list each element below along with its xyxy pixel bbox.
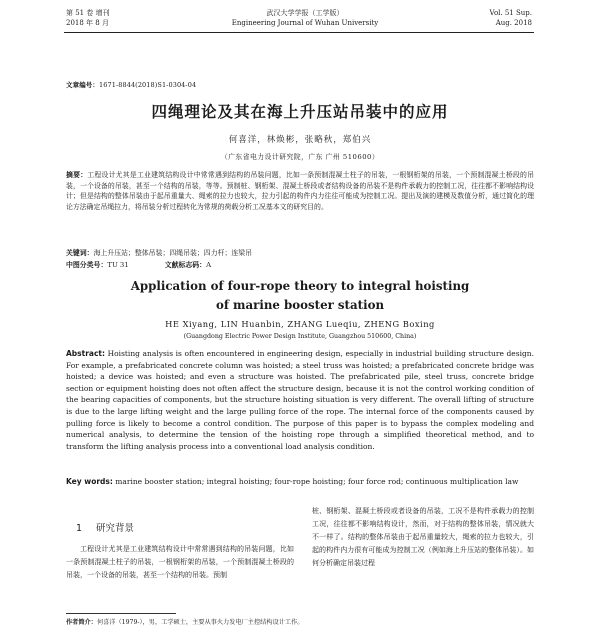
article-number: [66, 80, 196, 89]
classification-cn: [66, 259, 211, 269]
abstract-cn: [66, 170, 534, 213]
journal-name: [190, 8, 420, 28]
volume-line-en: Vol. 51 Sup.: [489, 9, 532, 17]
paper-title-cn: 四绳理论及其在海上升压站吊装中的应用: [151, 103, 449, 121]
abstract-cn-text: 工程设计尤其是工业建筑结构设计中常常遇到结构的吊装问题，比如一条预制混凝土柱子的吊装，一根钢桁架的吊装，一个预制混凝土桥段的吊装，一个设备的吊装，甚至一个结构的吊装，等等。预制桩、钢桁架、混凝土桥段或者结构设备的吊装不是构件承载力的控制工况，往往都不影响结构设计；但是结构的整体吊装由于起吊重量大、绳索的拉力也较大，拉力引起的构件内力往往可能成为控制工况。提出及演的建模及数值分析，通过简化的理论方法确定吊绳拉力，将吊装分析过程转化为常规的荷载分析工况基本文的研究目的。: [66, 171, 535, 212]
date-line: 2018 年 8 月: [66, 19, 109, 27]
doc-code-label: 文献标志码：: [164, 261, 207, 269]
date-line-en: Aug. 2018: [495, 19, 532, 27]
article-number-value: 1671-8844(2018)S1-0304-04: [99, 81, 197, 89]
abstract-en: [66, 348, 534, 452]
author-footnote: [66, 617, 534, 626]
keywords-cn: [66, 247, 534, 257]
journal-volume-info: [66, 8, 110, 28]
clc-label: 中图分类号：: [66, 261, 108, 269]
journal-name-en: Engineering Journal of Wuhan University: [231, 19, 379, 27]
volume-line: 第 51 卷 增刊: [66, 9, 110, 17]
body-text-right: 桩、钢桁架、混凝土桥段或者设备的吊装，工况不是构件承载力的控制工况，往往都不影响结构设计，然而，对于结构的整体吊装，情况就大不一样了。结构的整体吊装由于起吊重量较大，绳索的拉力也较大，引起的构件内力很有可能成为控制工况（例如海上升压站的整体吊装）。如何分析确定吊装过程: [312, 507, 534, 567]
abstract-en-label: Abstract:: [66, 349, 106, 358]
keywords-en-text: marine booster station; integral hoisting; four-rope hoisting; four force rod; continuous multiplication law: [115, 477, 519, 486]
keywords-cn-text: 海上升压站；整体吊装；四绳吊装；四力杆；连梁吊: [93, 249, 253, 257]
authors-en: HE Xiyang, LIN Huanbin, ZHANG Lueqiu, ZHENG Boxing: [165, 319, 435, 329]
authors-cn: 何喜洋，林焕彬，张略秋，郑伯兴: [228, 135, 372, 145]
affiliation-en: (Guangdong Electric Power Design Institute, Guangzhou 510600, China): [183, 333, 417, 340]
section-title: 研究背景: [96, 523, 135, 534]
body-text-left: 工程设计尤其是工业建筑结构设计中常常遇到结构的吊装问题，比如一条预制混凝土柱子的吊装，一根钢桁架的吊装，一个预制混凝土桥段的吊装，一个设备的吊装，甚至一个结构的吊装。预制: [66, 545, 294, 579]
article-number-label: 文章编号：: [66, 81, 99, 89]
footnote-rule: [66, 613, 176, 614]
clc-value: TU 31: [107, 261, 129, 269]
section-heading: [76, 520, 134, 534]
section-number: 1: [76, 523, 83, 534]
paper-title-en-line2: of marine booster station: [215, 298, 385, 312]
affiliation-cn: （广东省电力设计研究院，广东 广州 510600）: [220, 153, 380, 161]
paper-title-en: [70, 277, 530, 315]
abstract-cn-label: 摘要：: [66, 171, 88, 179]
doc-code-value: A: [206, 261, 212, 269]
keywords-en-label: Key words:: [66, 477, 113, 486]
footnote-label: 作者简介：: [66, 619, 97, 626]
keywords-cn-label: 关键词：: [66, 249, 94, 257]
abstract-en-text: Hoisting analysis is often encountered in engineering design, especially in industrial building structure design. For example, a prefabricated concrete column was hoisted; a steel truss was hoisted; a prefabricated concrete bridge was hoisted; a device was hoisted; and even a structure was hoisted. The prefabricated pile, steel truss, concrete bridge section or equipment hoisting does not often affect the structure design, because it is not the control working condition of the bearing capacities of components, but the structure hoisting situation is very different. The overall lifting of structure is due to the large lifting weight and the large pulling force of the rope. The internal force of the components caused by pulling force is likely to become a control condition. The purpose of this paper is to bypass the complex modeling and numerical analysis, to determine the tension of the hoisting rope through a simplified theoretical method, and to transform the lifting analysis process into a conventional load analysis condition.: [66, 349, 534, 451]
journal-name-cn: 武汉大学学报（工学版）: [266, 9, 344, 17]
paper-title-en-line1: Application of four-rope theory to integral hoisting: [130, 279, 470, 293]
keywords-en: [66, 476, 534, 488]
footnote-text: 何喜洋（1979-），男，工学硕士，主要从事火力发电厂主控结构设计工作。: [96, 619, 304, 626]
journal-volume-info-en: [440, 8, 532, 28]
header-rule: [64, 32, 534, 33]
